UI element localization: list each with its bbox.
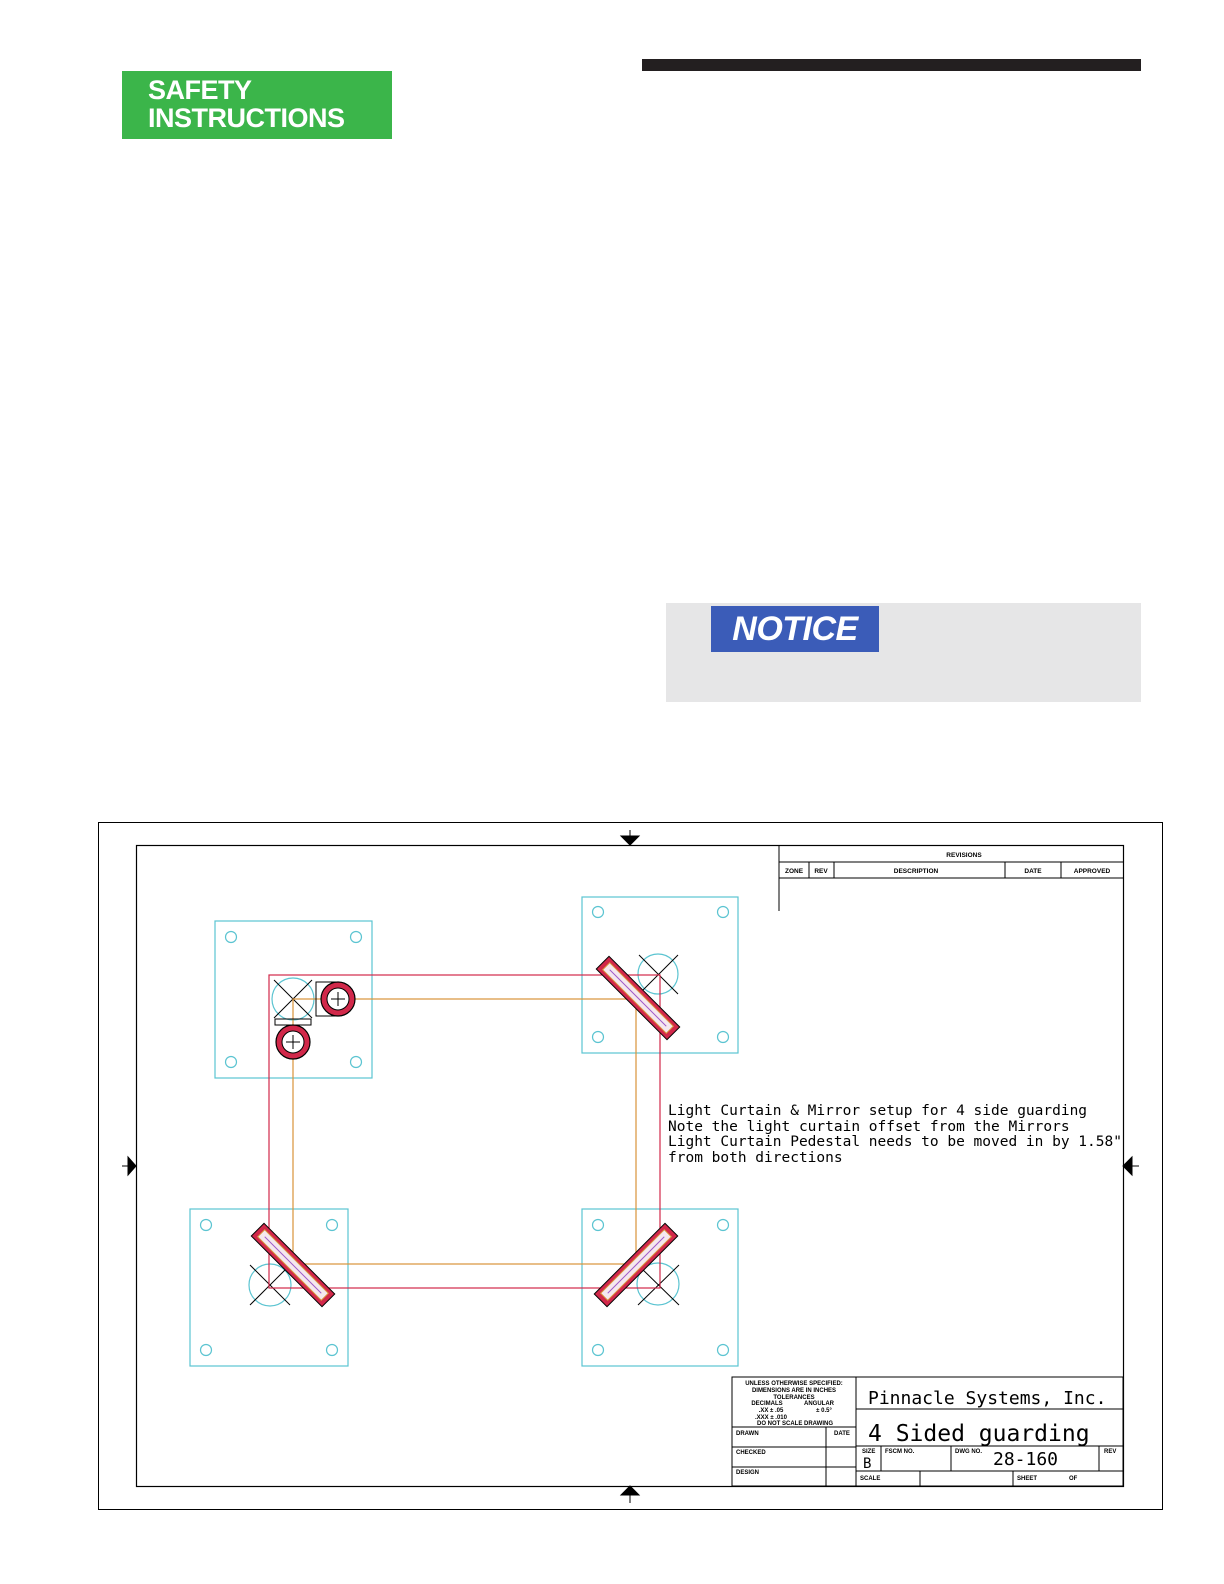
dwg-number: 28-160 [993,1449,1059,1470]
engineering-drawing [98,822,1163,1510]
mirror-top-right [596,956,679,1039]
checked-label: CHECKED [736,1450,766,1456]
drawing-svg [98,822,1163,1510]
rev-col-zone: ZONE [784,868,804,875]
tol-no-scale: DO NOT SCALE DRAWING [757,1421,833,1427]
rev-label: REV [1104,1449,1117,1455]
note-line-1: Light Curtain & Mirror setup for 4 side guarding [668,1103,1088,1119]
size-value: B [863,1456,872,1472]
badge-line-1: SAFETY [148,75,252,105]
mounting-plates [190,897,738,1366]
tol-angle-value: ± 0.5° [816,1408,832,1414]
of-label: OF [1069,1476,1078,1482]
dwg-label: DWG NO. [955,1449,982,1455]
header-rule [642,59,1141,71]
notice-box [666,603,1141,702]
note-line-4: from both directions [668,1150,843,1166]
fscm-label: FSCM NO. [885,1449,915,1455]
pedestal-crosses [250,955,679,1305]
rev-col-rev: REV [814,868,828,875]
note-line-2: Note the light curtain offset from the Mirrors [668,1119,1070,1135]
notice-badge: NOTICE [711,606,879,652]
drawing-title: 4 Sided guarding [868,1421,1090,1447]
tol-line-3: TOLERANCES [773,1395,815,1401]
scale-label: SCALE [860,1476,881,1482]
beam-red-rect [269,975,660,1288]
tol-decimals: DECIMALS [751,1401,783,1407]
size-label: SIZE [862,1449,876,1455]
rev-col-date: DATE [1024,868,1042,875]
design-label: DESIGN [736,1470,760,1476]
company-name: Pinnacle Systems, Inc. [868,1388,1107,1409]
light-curtain-receiver [275,1019,311,1059]
tol-line-2: DIMENSIONS ARE IN INCHES [751,1388,837,1394]
light-curtain-transmitter [316,982,355,1016]
tol-line-1: UNLESS OTHERWISE SPECIFIED: [745,1381,843,1387]
rev-col-approved: APPROVED [1073,868,1111,875]
badge-line-2: INSTRUCTIONS [148,103,345,133]
tol-angular: ANGULAR [804,1401,834,1407]
sheet-label: SHEET [1017,1476,1038,1482]
note-line-3: Light Curtain Pedestal needs to be moved in by 1.58" [668,1134,1122,1150]
rev-col-description: DESCRIPTION [893,868,939,875]
tol-xx: .XX ± .05 [758,1408,784,1414]
safety-instructions-badge [122,71,392,139]
date-label: DATE [834,1431,850,1437]
tol-xxx: .XXX ± .010 [755,1415,787,1421]
drawn-label: DRAWN [736,1431,759,1437]
revisions-title: REVISIONS [946,852,982,859]
beam-orange-rect [293,999,636,1264]
